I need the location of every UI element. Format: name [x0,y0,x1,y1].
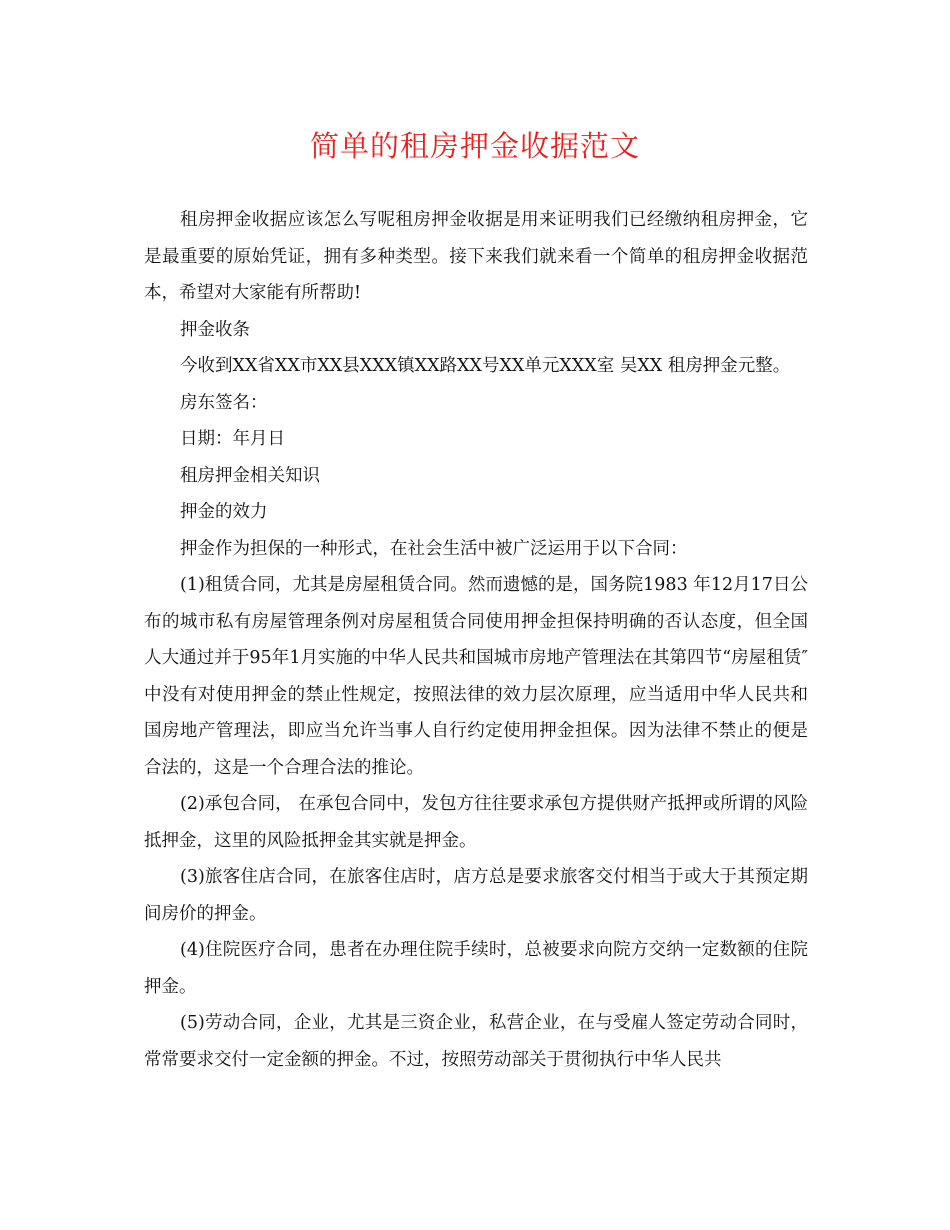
paragraph-item-2: (2)承包合同， 在承包合同中，发包方往往要求承包方提供财产抵押或所谓的风险抵押金，这里的风险抵押金其实就是押金。 [144,794,808,851]
paragraph-related-knowledge: 租房押金相关知识 [180,465,320,486]
document-body [144,202,808,1078]
paragraph-item-3: (3)旅客住店合同，在旅客住店时，店方总是要求旅客交付相当于或大于其预定期间房价的押金。 [144,867,808,924]
paragraph-date: 日期：年月日 [180,429,285,449]
paragraph-receipt-heading: 押金收条 [180,319,250,340]
paragraph-item-1: (1)租赁合同，尤其是房屋租赁合同。然而遗憾的是，国务院1983 年12月17日公布的城市私有房屋管理条例对房屋租赁合同使用押金担保持明确的否认态度，但全国人大通过并于95年1月实施的中华人民共和国城市房地产管理法在其第四节“房屋租赁″ 中没有对使用押金的禁止性规定，按照法律的效力层次原理，应当适用中华人民共和国房地产管理法，即应当允许当事人自行约定使用押金担保。因为法律不禁止的便是合法的，这是一个合理合法的推论。 [144,575,808,778]
paragraph-item-4: (4)住院医疗合同，患者在办理住院手续时，总被要求向院方交纳一定数额的住院押金。 [144,940,808,997]
document-title: 简单的租房押金收据范文 [309,129,640,163]
paragraph-deposit-effect: 押金的效力 [180,502,268,522]
paragraph-intro: 租房押金收据应该怎么写呢租房押金收据是用来证明我们已经缴纳租房押金，它是最重要的原始凭证，拥有多种类型。接下来我们就来看一个简单的租房押金收据范本，希望对大家能有所帮助! [144,210,808,303]
paragraph-deposit-usage: 押金作为担保的一种形式，在社会生活中被广泛运用于以下合同： [180,538,688,559]
paragraph-receipt-text: 今收到XX省XX市XX县XXX镇XX路XX号XX单元XXX室 吴XX 租房押金元整。 [180,356,791,376]
paragraph-landlord-signature: 房东签名： [180,392,268,413]
paragraph-item-5: (5)劳动合同，企业，尤其是三资企业，私营企业，在与受雇人签定劳动合同时，常常要求交付一定金额的押金。不过，按照劳动部关于贯彻执行中华人民共 [144,1013,808,1070]
